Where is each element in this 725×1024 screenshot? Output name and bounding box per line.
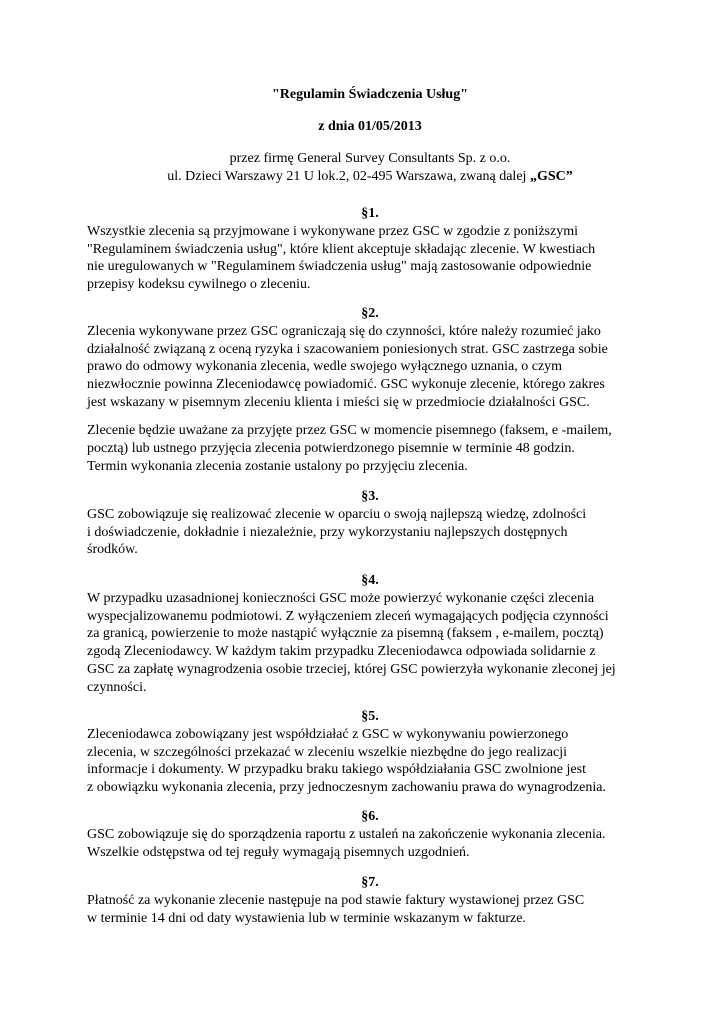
section-line: Zlecenia wykonywane przez GSC ograniczają się do czynności, które należy rozumieć jako	[87, 323, 601, 339]
section-line: GSC za zapłatę wynagrodzenia osobie trzeciej, której GSC powierzyła wykonanie zleconej jej	[87, 661, 616, 677]
intro-address: ul. Dzieci Warszawy 21 U lok.2, 02-495 Warszawa, zwaną dalej	[167, 168, 530, 184]
section-line: pocztą) lub ustnego przyjęcia zlecenia potwierdzonego pisemnie w terminie 48 godzin.	[87, 440, 575, 456]
section-line: Zlecenie będzie uważane za przyjęte przez GSC w momencie pisemnego (faksem, e -mailem,	[87, 423, 612, 438]
section-heading: §5.	[361, 709, 379, 724]
section-line: i doświadczenie, dokładnie i niezależnie, przy wykorzystaniu najlepszych dostępnych	[87, 524, 568, 540]
section-line: prawo do odmowy wykonania zlecenia, wedle swojego wyłącznego uznania, o czym	[87, 359, 563, 375]
section-heading: §1.	[361, 206, 379, 221]
document-date: z dnia 01/05/2013	[318, 119, 422, 134]
section-line: w terminie 14 dni od daty wystawienia lub w terminie wskazanym w fakturze.	[87, 910, 526, 926]
section-line: za granicą, powierzenie to może nastąpić wyłącznie za pisemną (faksem , e-mailem, pocztą)	[87, 626, 604, 642]
section-3	[87, 488, 653, 559]
section-7	[87, 874, 653, 927]
section-line: informacje i dokumenty. W przypadku braku takiego współdziałania GSC zwolnione jest	[87, 762, 586, 778]
section-line: GSC zobowiązuje się do sporządzenia raportu z ustaleń na zakończenie wykonania zlecenia.	[87, 826, 606, 842]
section-line: działalność związaną z oceną ryzyka i szacowaniem poniesionych strat. GSC zastrzega sobie	[87, 341, 608, 357]
section-line: Wszystkie zlecenia są przyjmowane i wykonywane przez GSC w zgodzie z poniższymi	[87, 223, 578, 239]
section-line: Wszelkie odstępstwa od tej reguły wymagają pisemnych uzgodnień.	[87, 844, 470, 860]
section-line: z obowiązku wykonania zlecenia, przy jednoczesnym zachowaniu prawa do wynagrodzenia.	[87, 780, 606, 796]
section-line: Płatność za wykonanie zlecenie następuje na pod stawie faktury wystawionej przez GSC	[87, 892, 585, 908]
section-heading: §6.	[361, 809, 379, 824]
section-line: Termin wykonania zlecenia zostanie ustalony po przyjęciu zlecenia.	[87, 458, 468, 474]
section-line: niezwłocznie powinna Zleceniodawcę powiadomić. GSC wykonuje zlecenie, którego zakres	[87, 377, 605, 393]
section-2	[87, 305, 653, 412]
section-line: "Regulaminem świadczenia usług", które klient akceptuje składając zlecenie. W kwestiach	[87, 241, 596, 257]
section-line: nie uregulowanych w "Regulaminem świadczenia usług" mają zastosowanie odpowiednie	[87, 259, 592, 275]
section-line: środków.	[87, 542, 138, 558]
section-heading: §4.	[361, 573, 379, 588]
section-line: wyspecjalizowanemu podmiotowi. Z wyłączeniem zleceń wymagających podjęcia czynności	[87, 608, 609, 624]
section-2-paragraph-2	[87, 422, 653, 475]
section-heading: §7.	[361, 875, 379, 890]
intro-abbreviation: „GSC”	[529, 168, 573, 184]
section-4	[87, 572, 653, 697]
company-intro	[87, 150, 653, 186]
intro-line-1: przez firmę General Survey Consultants Sp. z o.o.	[229, 151, 511, 166]
section-line: W przypadku uzasadnionej konieczności GSC może powierzyć wykonanie części zlecenia	[87, 590, 595, 606]
section-heading: §3.	[361, 489, 379, 504]
document-title: "Regulamin Świadczenia Usług"	[271, 87, 468, 102]
section-line: GSC zobowiązuje się realizować zlecenie w oparciu o swoją najlepszą wiedzę, zdolności	[87, 506, 587, 522]
section-1	[87, 205, 653, 294]
section-line: przepisy kodeksu cywilnego o zleceniu.	[87, 277, 311, 293]
section-5	[87, 708, 653, 797]
section-heading: §2.	[361, 306, 379, 321]
section-line: zlecenia, w szczególności przekazać w zleceniu wszelkie niezbędne do jego realizacji	[87, 744, 568, 760]
section-line: czynności.	[87, 679, 147, 695]
section-line: jest wskazany w pisemnym zleceniu klienta i mieści się w przedmiocie działalności GSC.	[87, 394, 590, 410]
section-line: Zleceniodawca zobowiązany jest współdziałać z GSC w wykonywaniu powierzonego	[87, 726, 569, 742]
section-line: zgodą Zleceniodawcy. W każdym takim przypadku Zleceniodawca odpowiada solidarnie z	[87, 644, 596, 660]
section-6	[87, 808, 653, 861]
intro-line-2	[87, 168, 653, 186]
